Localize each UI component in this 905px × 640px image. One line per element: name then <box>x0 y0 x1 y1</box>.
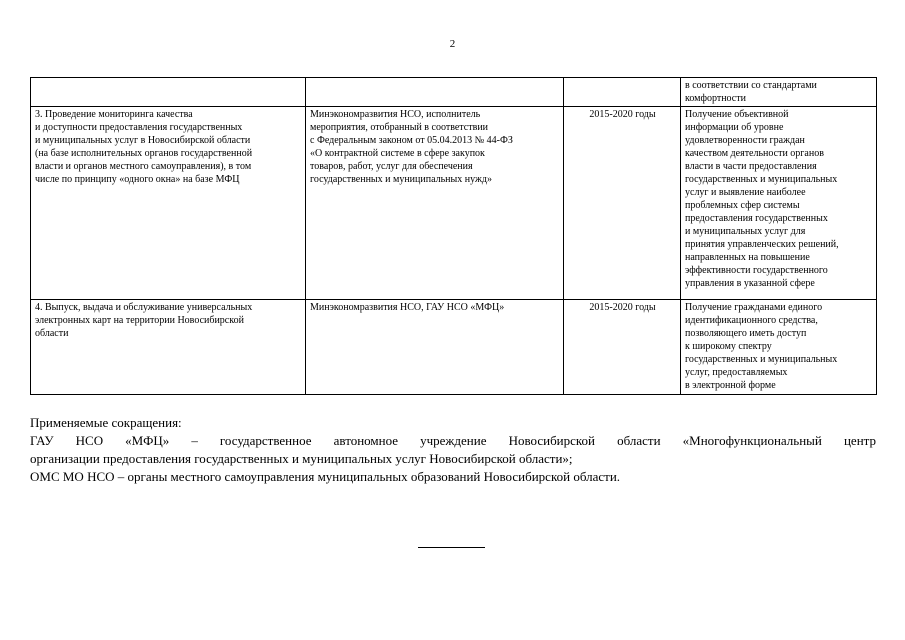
result-cell: Получение объективной информации об уровне удовлетворенности граждан качеством деятельности органов власти в части предоставления государственных и муниципальных услуг и выявление наиболее проблемных сфер системы предоставления государственных и муниципальных услуг для принятия управленческих решений, направленных на повышение эффективности государственного управления в указанной сфере <box>681 107 877 300</box>
closing-rule <box>418 547 485 548</box>
task-cell: 3. Проведение мониторинга качества и доступности предоставления государственных и муниципальных услуг в Новосибирской области (на базе исполнительных органов государственной власти и органов местного самоуправления), в том числе по принципу «одного окна» на базе МФЦ <box>31 107 306 300</box>
term-cell <box>564 78 681 107</box>
abbreviations-section <box>30 414 876 486</box>
task-cell <box>31 78 306 107</box>
abbreviation-mfc-line2: организации предоставления государственных и муниципальных услуг Новосибирской области»; <box>30 451 573 466</box>
term-cell: 2015-2020 годы <box>564 300 681 395</box>
result-cell: Получение гражданами единого идентификационного средства, позволяющего иметь доступ к широкому спектру государственных и муниципальных услуг, предоставляемых в электронной форме <box>681 300 877 395</box>
page-number: 2 <box>449 38 456 50</box>
executor-cell: Минэкономразвития НСО, ГАУ НСО «МФЦ» <box>306 300 564 395</box>
table-row <box>31 300 877 395</box>
table-row <box>31 78 877 107</box>
executor-cell <box>306 78 564 107</box>
table-row <box>31 107 877 300</box>
result-cell: в соответствии со стандартами комфортности <box>681 78 877 107</box>
abbreviations-heading: Применяемые сокращения: <box>30 415 182 430</box>
activity-table <box>30 77 877 395</box>
abbreviation-oms: ОМС МО НСО – органы местного самоуправления муниципальных образований Новосибирской области. <box>30 469 621 484</box>
abbreviation-mfc-line1: ГАУ НСО «МФЦ» – государственное автономное учреждение Новосибирской области «Многофункциональный центр <box>30 433 876 448</box>
task-cell: 4. Выпуск, выдача и обслуживание универсальных электронных карт на территории Новосибирской области <box>31 300 306 395</box>
executor-cell: Минэкономразвития НСО, исполнитель мероприятия, отобранный в соответствии с Федеральным законом от 05.04.2013 № 44-ФЗ «О контрактной системе в сфере закупок товаров, работ, услуг для обеспечения государственных и муниципальных нужд» <box>306 107 564 300</box>
term-cell: 2015-2020 годы <box>564 107 681 300</box>
